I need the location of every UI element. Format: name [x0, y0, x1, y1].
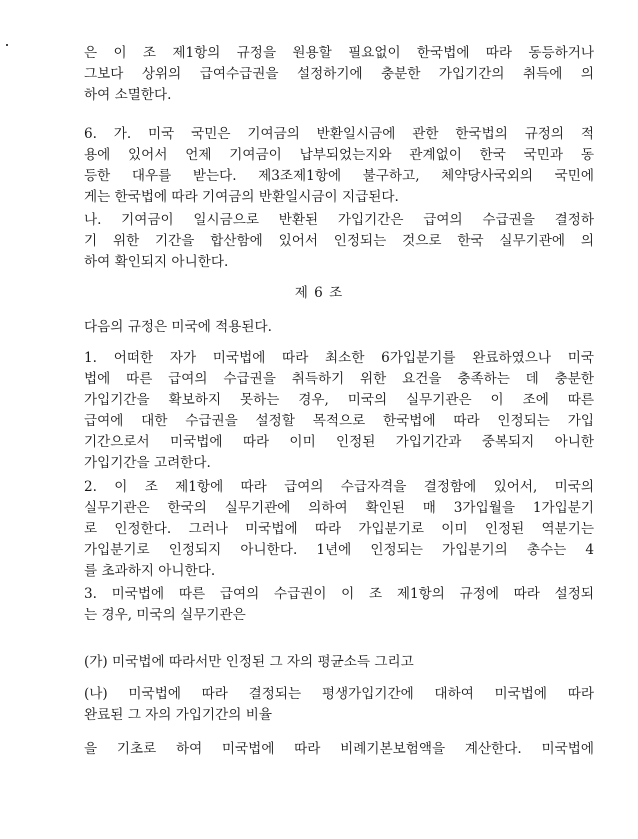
text-line: 1. 어떠한 자가 미국법에 따라 최소한 6가입분기를 완료하였으나 미국: [84, 350, 594, 366]
paragraph-item-1: [84, 348, 594, 474]
text-line: 는 경우, 미국의 실무기관은: [84, 607, 246, 623]
text-line: 가입분기로 인정되지 아니한다. 1년에 인정되는 가입분기의 총수는 4: [84, 542, 594, 558]
paragraph-subitem-na: [84, 684, 594, 726]
paragraph-subitem-ga: [84, 652, 594, 673]
text-line: 6. 가. 미국 국민은 기여금의 반환일시금에 관한 한국법의 규정의 적: [84, 126, 594, 142]
text-line: 다음의 규정은 미국에 적용된다.: [84, 319, 272, 335]
text-line: 급여에 대한 수급권을 설정할 목적으로 한국법에 따라 인정되는 가입: [84, 413, 594, 429]
paragraph-item-3: [84, 584, 594, 626]
scan-speck: [6, 44, 8, 46]
text-line: 은 이 조 제1항의 규정을 원용할 필요없이 한국법에 따라 동등하거나: [84, 45, 594, 61]
text-line: 그보다 상위의 급여수급권을 설정하기에 충분한 가입기간의 취득에 의: [84, 66, 594, 82]
paragraph-continuation: [84, 43, 594, 106]
text-line: 2. 이 조 제1항에 따라 급여의 수급자격을 결정함에 있어서, 미국의: [84, 479, 594, 495]
text-line: 가입기간을 확보하지 못하는 경우, 미국의 실무기관은 이 조에 따른: [84, 392, 594, 408]
article-heading: 제 6 조: [294, 285, 344, 301]
text-line: 법에 따른 급여의 수급권을 취득하기 위한 요건을 충족하는 데 충분한: [84, 371, 594, 387]
text-line: 로 인정한다. 그러나 미국법에 따라 가입분기로 이미 인정된 역분기는: [84, 521, 594, 537]
text-line: 3. 미국법에 따른 급여의 수급권이 이 조 제1항의 규정에 따라 설정되: [84, 586, 594, 602]
text-line: 가입기간을 고려한다.: [84, 455, 211, 471]
paragraph-item-2: [84, 477, 594, 582]
paragraph-closing: [84, 739, 594, 760]
text-line: 등한 대우를 받는다. 제3조제1항에 불구하고, 체약당사국외의 국민에: [84, 168, 594, 184]
paragraph-intro: [84, 317, 594, 338]
text-line: 를 초과하지 아니한다.: [84, 563, 216, 579]
text-line: 나. 기여금이 일시금으로 반환된 가입기간은 급여의 수급권을 결정하: [84, 212, 594, 228]
text-line: 을 기초로 하여 미국법에 따라 비례기본보험액을 계산한다. 미국법에: [84, 741, 594, 757]
text-line: 용에 있어서 언제 기여금이 납부되었는지와 관계없이 한국 국민과 동: [84, 147, 594, 163]
text-line: 실무기관은 한국의 실무기관에 의하여 확인된 매 3가입월을 1가입분기: [84, 500, 594, 516]
paragraph-6-na: [84, 210, 594, 273]
text-line: (가) 미국법에 따라서만 인정된 그 자의 평균소득 그리고: [84, 654, 414, 670]
text-line: 기 위한 기간을 합산함에 있어서 인정되는 것으로 한국 실무기관에 의: [84, 233, 594, 249]
text-line: 기간으로서 미국법에 따라 이미 인정된 가입기간과 중복되지 아니한: [84, 434, 594, 450]
paragraph-6-ga: [84, 124, 594, 208]
text-line: 하여 소멸한다.: [84, 87, 172, 103]
text-line: 완료된 그 자의 가입기간의 비율: [84, 707, 272, 723]
text-line: 하여 확인되지 아니한다.: [84, 254, 229, 270]
text-line: (나) 미국법에 따라 결정되는 평생가입기간에 대하여 미국법에 따라: [84, 686, 594, 702]
text-line: 게는 한국법에 따라 기여금의 반환일시금이 지급된다.: [84, 189, 399, 205]
